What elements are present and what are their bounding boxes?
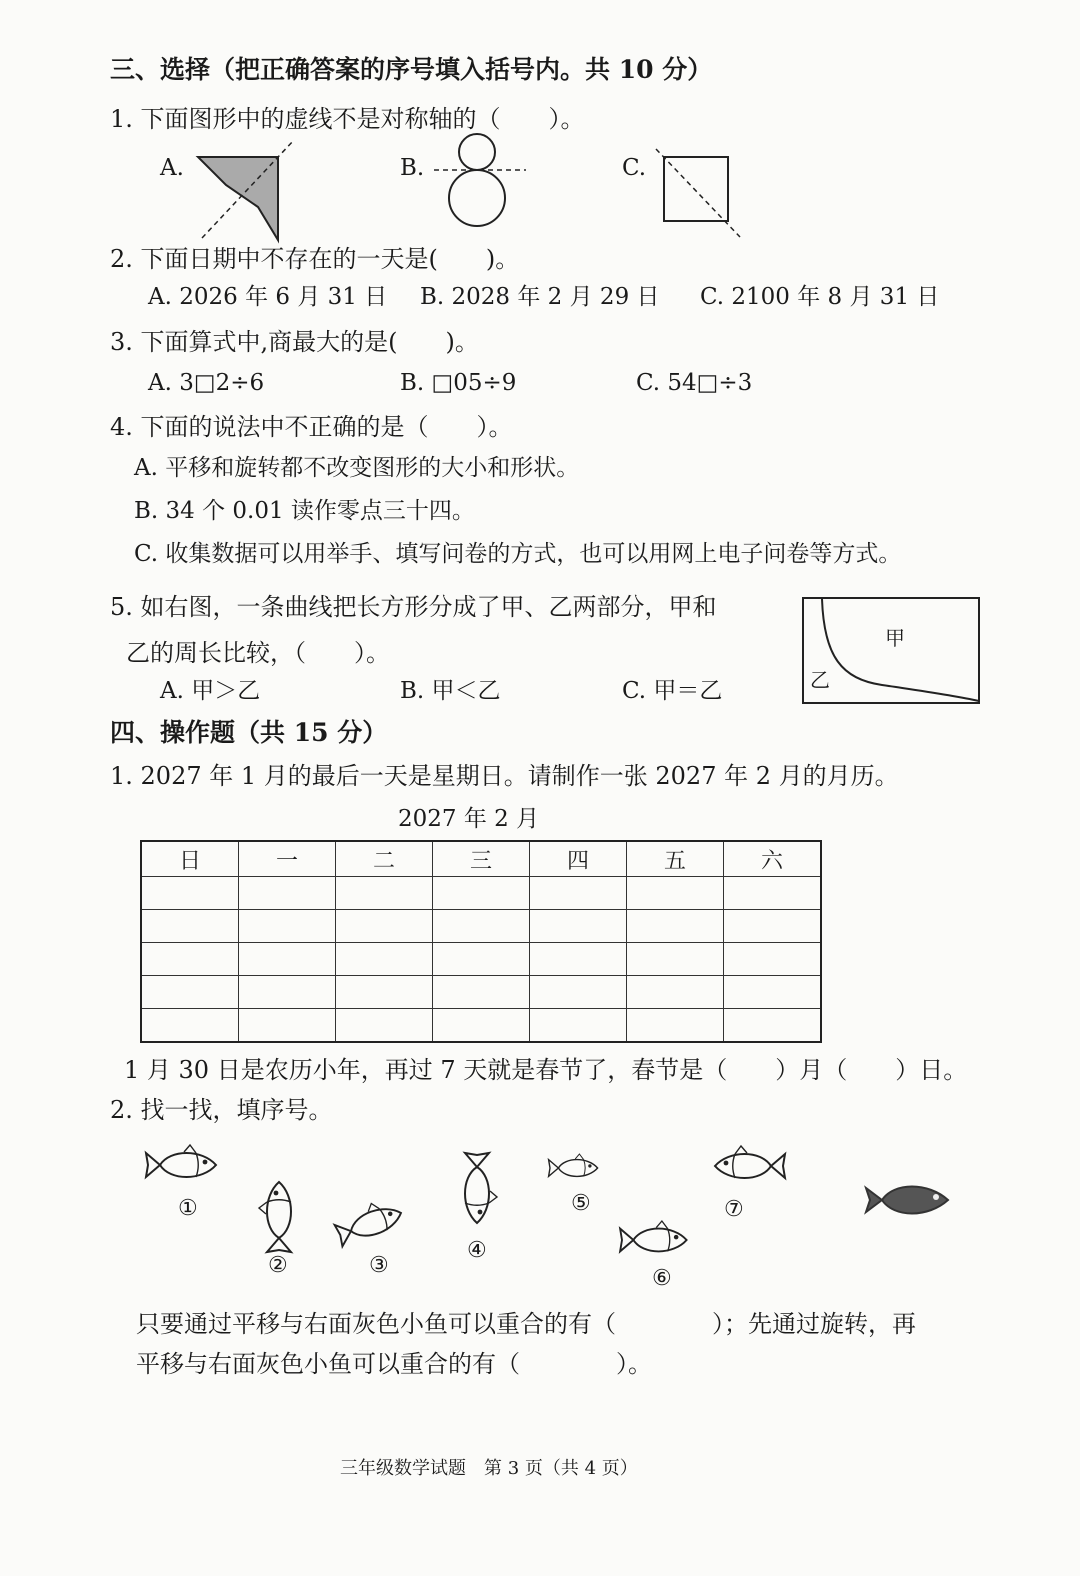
q2-option-c: C. 2100 年 8 月 31 日 bbox=[700, 284, 940, 310]
weekday-wed: 三 bbox=[433, 841, 530, 877]
gray-fish bbox=[866, 1187, 948, 1214]
fish-label-4: ④ bbox=[467, 1238, 487, 1263]
q2-option-b: B. 2028 年 2 月 29 日 bbox=[420, 284, 660, 310]
fish-label-7: ⑦ bbox=[724, 1197, 744, 1222]
s4-q1-note: 1 月 30 日是农历小年，再过 7 天就是春节了，春节是（ ）月（ ）日。 bbox=[124, 1056, 968, 1084]
q2-stem: 2. 下面日期中不存在的一天是( )。 bbox=[110, 245, 520, 273]
fish-4 bbox=[465, 1153, 497, 1223]
fish-5 bbox=[549, 1154, 598, 1176]
s4-q2-stem: 2. 找一找，填序号。 bbox=[110, 1096, 333, 1124]
weekday-fri: 五 bbox=[627, 841, 724, 877]
q5-stem-line2: 乙的周长比较，（ ）。 bbox=[126, 639, 390, 667]
q4-option-c: C. 收集数据可以用举手、填写问卷的方式，也可以用网上电子问卷等方式。 bbox=[134, 541, 902, 567]
q5-option-a: A. 甲＞乙 bbox=[160, 678, 261, 704]
s4-q2-answer-line1: 只要通过平移与右面灰色小鱼可以重合的有（ ）；先通过旋转，再 bbox=[136, 1310, 916, 1338]
weekday-thu: 四 bbox=[530, 841, 627, 877]
q1-option-a: A. bbox=[160, 155, 184, 181]
q3-stem: 3. 下面算式中,商最大的是( )。 bbox=[110, 328, 479, 356]
q5-label-jia: 甲 bbox=[885, 626, 905, 650]
q5-stem-line1: 5. 如右图，一条曲线把长方形分成了甲、乙两部分，甲和 bbox=[110, 593, 717, 621]
fish-label-3: ③ bbox=[369, 1253, 389, 1278]
q4-stem: 4. 下面的说法中不正确的是（ ）。 bbox=[110, 413, 513, 441]
fish-7 bbox=[715, 1146, 785, 1178]
page-footer: 三年级数学试题 第 3 页（共 4 页） bbox=[340, 1458, 638, 1479]
section3-title: 三、选择（把正确答案的序号填入括号内。共 10 分） bbox=[110, 55, 713, 84]
s4-q2-answer-line2: 平移与右面灰色小鱼可以重合的有（ ）。 bbox=[136, 1350, 652, 1378]
fish-2 bbox=[259, 1182, 291, 1252]
section4-title: 四、操作题（共 15 分） bbox=[110, 718, 388, 747]
q3-option-b: B. □05÷9 bbox=[400, 370, 517, 396]
s4-q1-stem: 1. 2027 年 1 月的最后一天是星期日。请制作一张 2027 年 2 月的月历。 bbox=[110, 762, 899, 790]
q2-option-a: A. 2026 年 6 月 31 日 bbox=[148, 284, 388, 310]
q3-option-c: C. 54□÷3 bbox=[636, 370, 753, 396]
q5-label-yi: 乙 bbox=[810, 668, 830, 692]
q3-option-a: A. 3□2÷6 bbox=[148, 370, 265, 396]
fish-label-1: ① bbox=[178, 1196, 198, 1221]
weekday-sun: 日 bbox=[141, 841, 239, 877]
fish-label-6: ⑥ bbox=[652, 1266, 672, 1291]
fish-1 bbox=[146, 1145, 216, 1177]
fish-label-5: ⑤ bbox=[571, 1191, 591, 1216]
q4-option-b: B. 34 个 0.01 读作零点三十四。 bbox=[134, 498, 475, 524]
fish-3 bbox=[332, 1195, 405, 1246]
q1-option-b: B. bbox=[400, 155, 425, 181]
calendar-title: 2027 年 2 月 bbox=[398, 806, 540, 832]
q5-option-b: B. 甲＜乙 bbox=[400, 678, 501, 704]
q5-option-c: C. 甲＝乙 bbox=[622, 678, 723, 704]
fish-6 bbox=[620, 1221, 687, 1251]
weekday-tue: 二 bbox=[336, 841, 433, 877]
weekday-sat: 六 bbox=[724, 841, 822, 877]
q1-option-c: C. bbox=[622, 155, 647, 181]
q4-option-a: A. 平移和旋转都不改变图形的大小和形状。 bbox=[134, 455, 580, 481]
q1-stem: 1. 下面图形中的虚线不是对称轴的（ ）。 bbox=[110, 105, 585, 133]
fish-label-2: ② bbox=[268, 1253, 288, 1278]
weekday-mon: 一 bbox=[239, 841, 336, 877]
